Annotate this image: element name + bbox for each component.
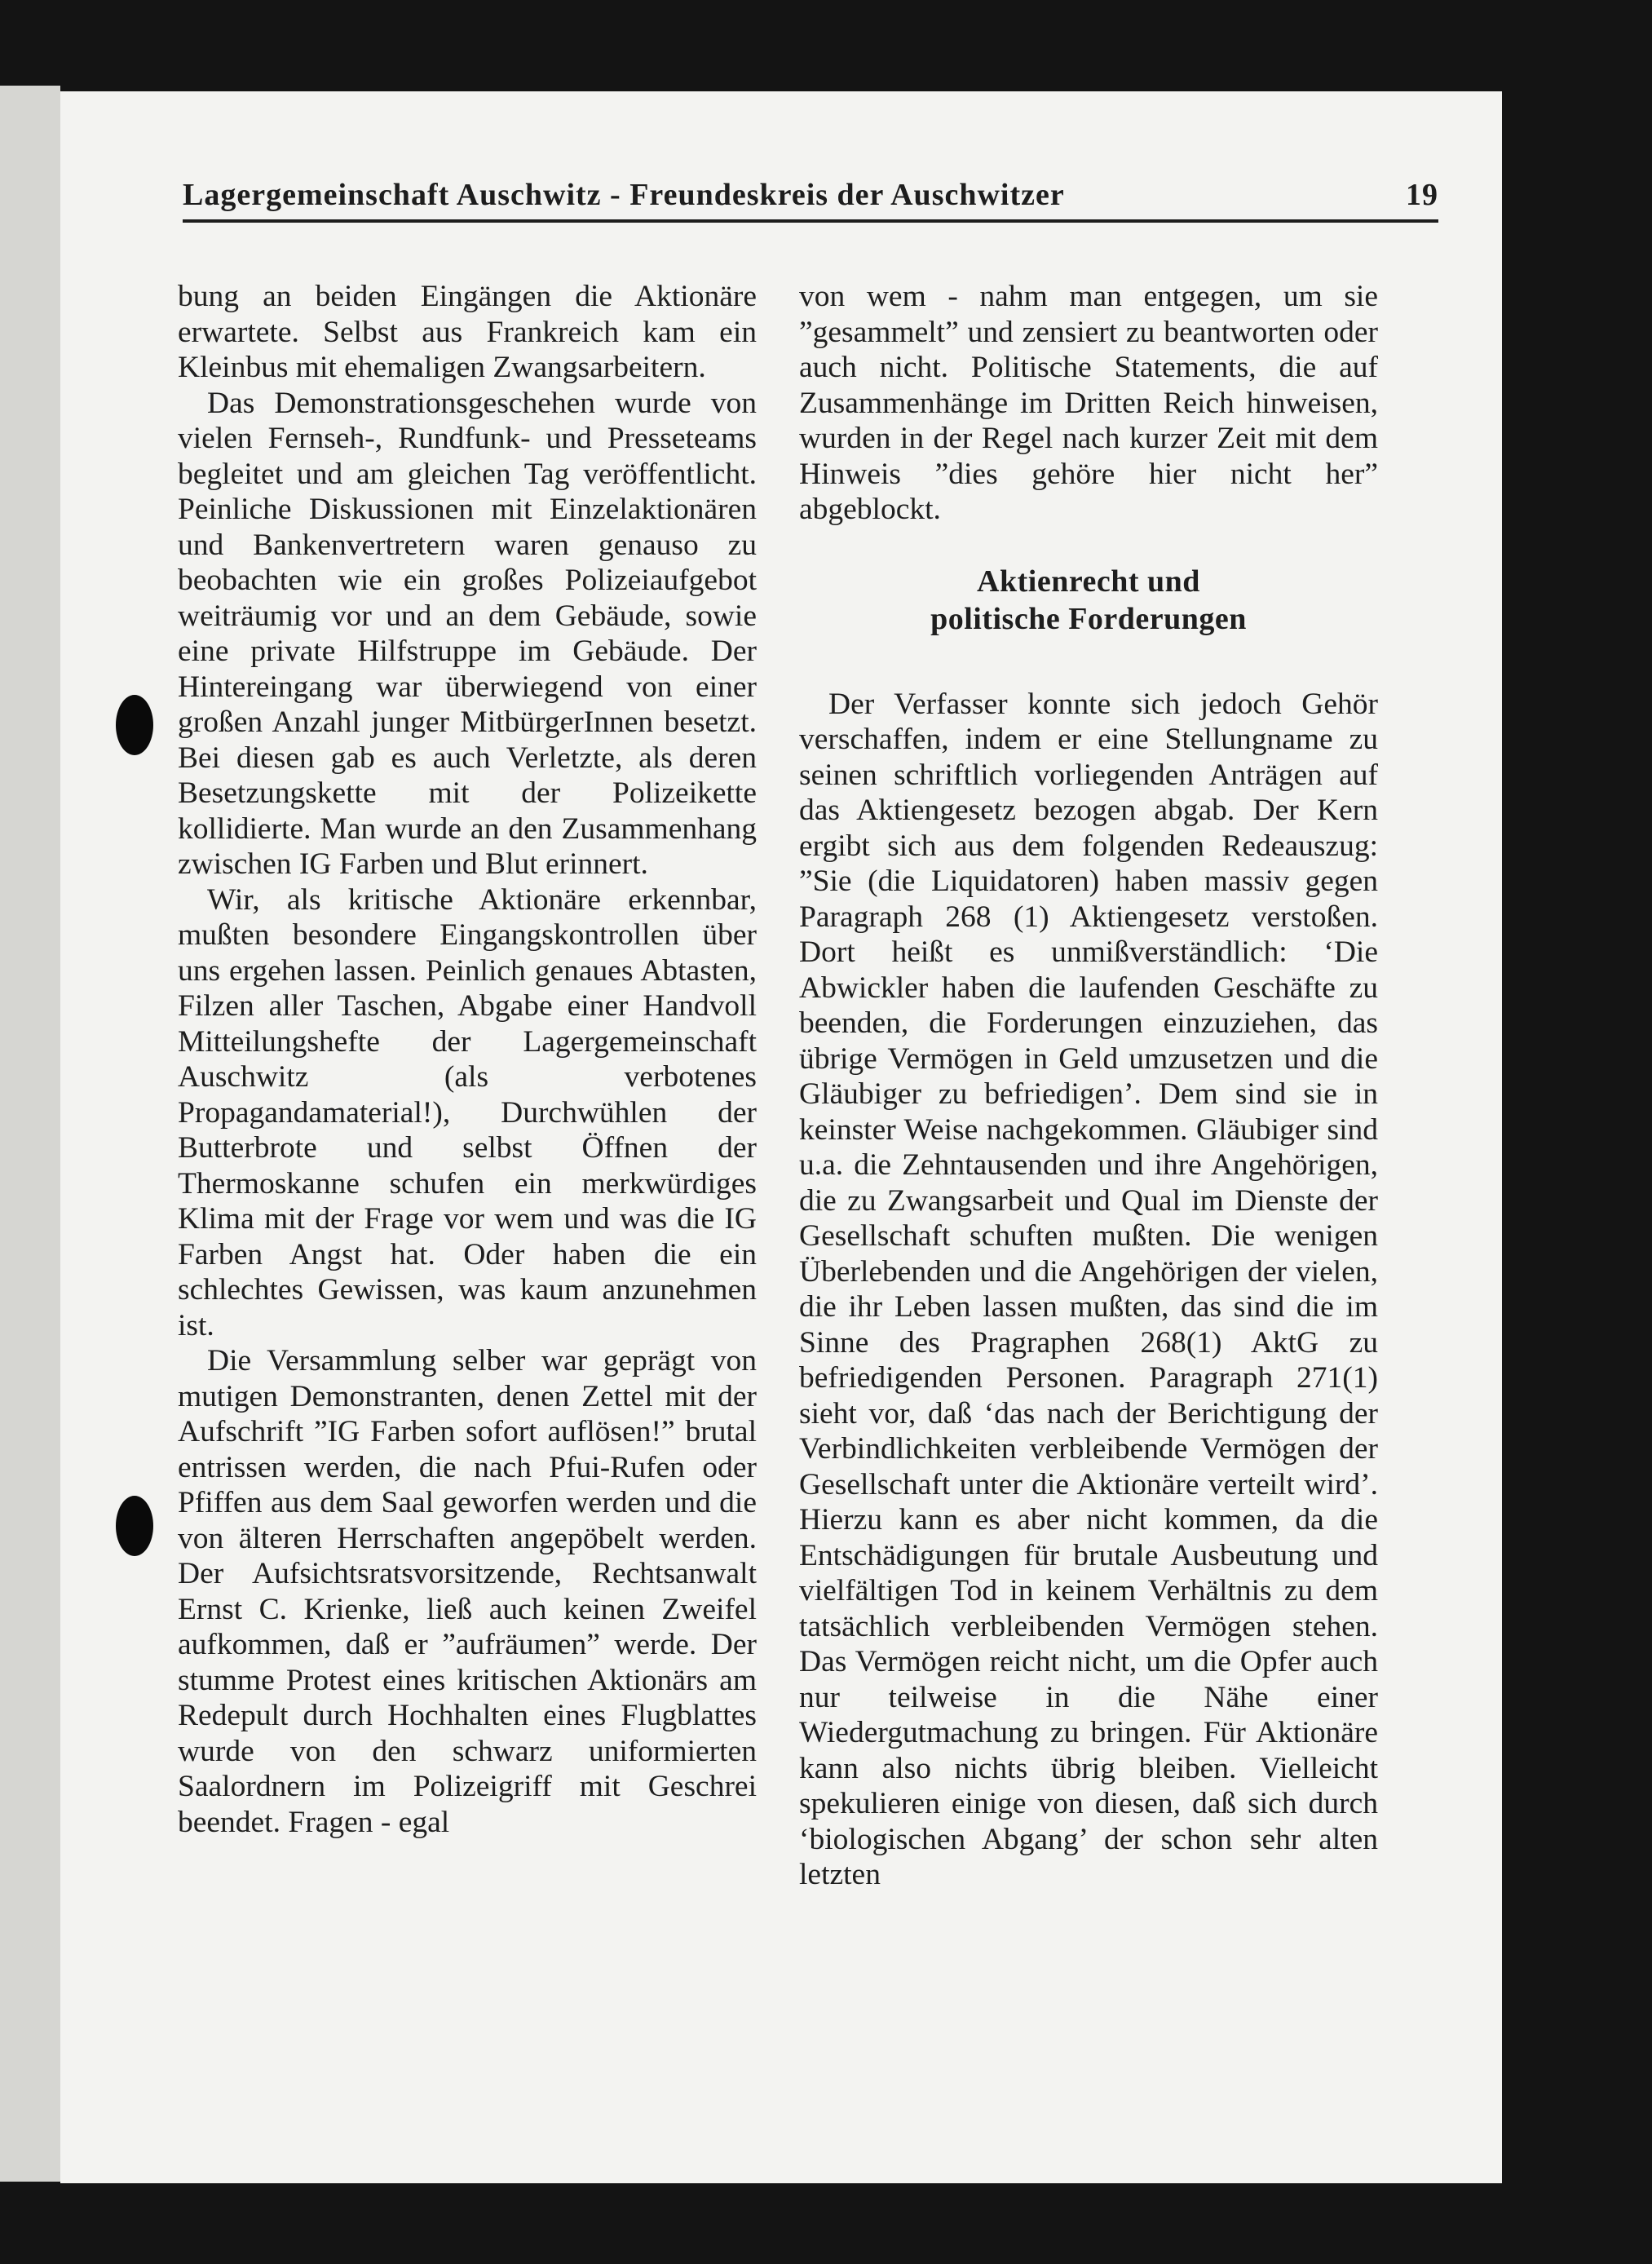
paragraph: Der Verfasser konnte sich jedoch Gehör verschaffen, indem er eine Stellungname zu seinen schriftlich vorliegenden Anträgen auf das Aktiengesetz bezogen abgab. Der Kern ergibt sich aus dem folgenden Redeauszug: ”Sie (die Liquidatoren) haben massiv gegen Paragraph 268 (1) Aktiengesetz verstoßen. Dort heißt es unmißverständlich: ‘Die Abwickler haben die laufenden Geschäfte zu beenden, die Forderungen einzuziehen, das übrige Vermögen in Geld umzusetzen und die Gläubiger zu befriedigen’. Dem sind sie in keinster Weise nachgekommen. Gläubiger sind u.a. die Zehntausenden und ihre Angehörigen, die zu Zwangsarbeit und Qual im Dienste der Gesellschaft schuften mußten. Die wenigen Überlebenden und die Angehörigen der vielen, die ihr Leben lassen mußten, das sind die im Sinne des Pragraphen 268(1) AktG zu befriedigenden Personen. Paragraph 271(1) sieht vor, daß ‘das nach der Berichtigung der Verbindlichkeiten verbleibende Vermögen der Gesellschaft unter die Aktionäre verteilt wird’. Hierzu kann es aber nicht kommen, da die Entschädigungen für brutale Ausbeutung und vielfältigen Tod in keinem Verhältnis zu dem tatsächlich verbleibenden Vermögen stehen. Das Vermögen reicht nicht, um die Opfer auch nur teilweise in die Nähe einer Wiedergutmachung zu bringen. Für Aktionäre kann also nichts übrig bleiben. Vielleicht spekulieren einige von diesen, daß sich durch ‘biologischen Abgang’ der schon sehr alten letzten [799, 687, 1378, 1891]
section-heading-line: Aktienrecht und [977, 564, 1200, 599]
right-column [799, 279, 1378, 1893]
left-column [178, 279, 757, 1840]
header-title: Lagergemeinschaft Auschwitz - Freundeskreis der Auschwitzer [183, 178, 1065, 212]
section-heading-line: politische Forderungen [930, 601, 1247, 636]
punch-hole [116, 695, 153, 755]
punch-hole [116, 1496, 153, 1556]
paragraph: Wir, als kritische Aktionäre erkennbar, mußten besondere Eingangskontrollen über uns ergehen lassen. Peinlich genaues Abtasten, Filzen aller Taschen, Abgabe einer Handvoll Mitteilungshefte der Lagergemeinschaft Auschwitz (als verbotenes Propagandamaterial!), Durchwühlen der Butterbrote und selbst Öffnen der Thermoskanne schufen ein merkwürdiges Klima mit der Frage vor wem und was die IG Farben Angst hat. Oder haben die ein schlechtes Gewissen, was kaum anzunehmen ist. [178, 882, 757, 1342]
paragraph: Die Versammlung selber war geprägt von mutigen Demonstranten, denen Zettel mit der Aufschrift ”IG Farben sofort auflösen!” brutal entrissen werden, die nach Pfui-Rufen oder Pfiffen aus dem Saal geworfen werden und die von älteren Herrschaften angepöbelt werden. Der Aufsichtsratsvorsitzende, Rechtsanwalt Ernst C. Krienke, ließ auch keinen Zweifel aufkommen, daß er ”aufräumen” werde. Der stumme Protest eines kritischen Aktionärs am Redepult durch Hochhalten eines Flugblattes wurde von den schwarz uniformierten Saalordnern im Polizeigriff mit Geschrei beendet. Fragen - egal [178, 1344, 757, 1839]
page-number: 19 [1406, 178, 1438, 212]
paragraph: Das Demonstrationsgeschehen wurde von vielen Fernseh-, Rundfunk- und Presseteams begleitet und am gleichen Tag veröffentlicht. Peinliche Diskussionen mit Einzelaktionären und Bankenvertretern waren genauso zu beobachten wie ein großes Polizeiaufgebot weiträumig vor und an dem Gebäude, sowie eine private Hilfstruppe im Gebäude. Der Hintereingang war überwiegend von einer großen Anzahl junger MitbürgerInnen besetzt. Bei diesen gab es auch Verletzte, als deren Besetzungskette mit der Polizeikette kollidierte. Man wurde an den Zusammenhang zwischen IG Farben und Blut erinnert. [178, 386, 757, 881]
previous-page-edge [0, 86, 60, 2182]
document-page [60, 91, 1502, 2183]
paragraph: bung an beiden Eingängen die Aktionäre erwartete. Selbst aus Frankreich kam ein Kleinbus mit ehemaligen Zwangsarbeitern. [178, 280, 757, 384]
paragraph: von wem - nahm man entgegen, um sie ”gesammelt” und zensiert zu beantworten oder auch nicht. Politische Statements, die auf Zusammenhänge im Dritten Reich hinweisen, wurden in der Regel nach kurzer Zeit mit dem Hinweis ”dies gehöre hier nicht her” abgeblockt. [799, 280, 1378, 526]
section-heading [799, 563, 1378, 638]
running-header [183, 177, 1438, 223]
